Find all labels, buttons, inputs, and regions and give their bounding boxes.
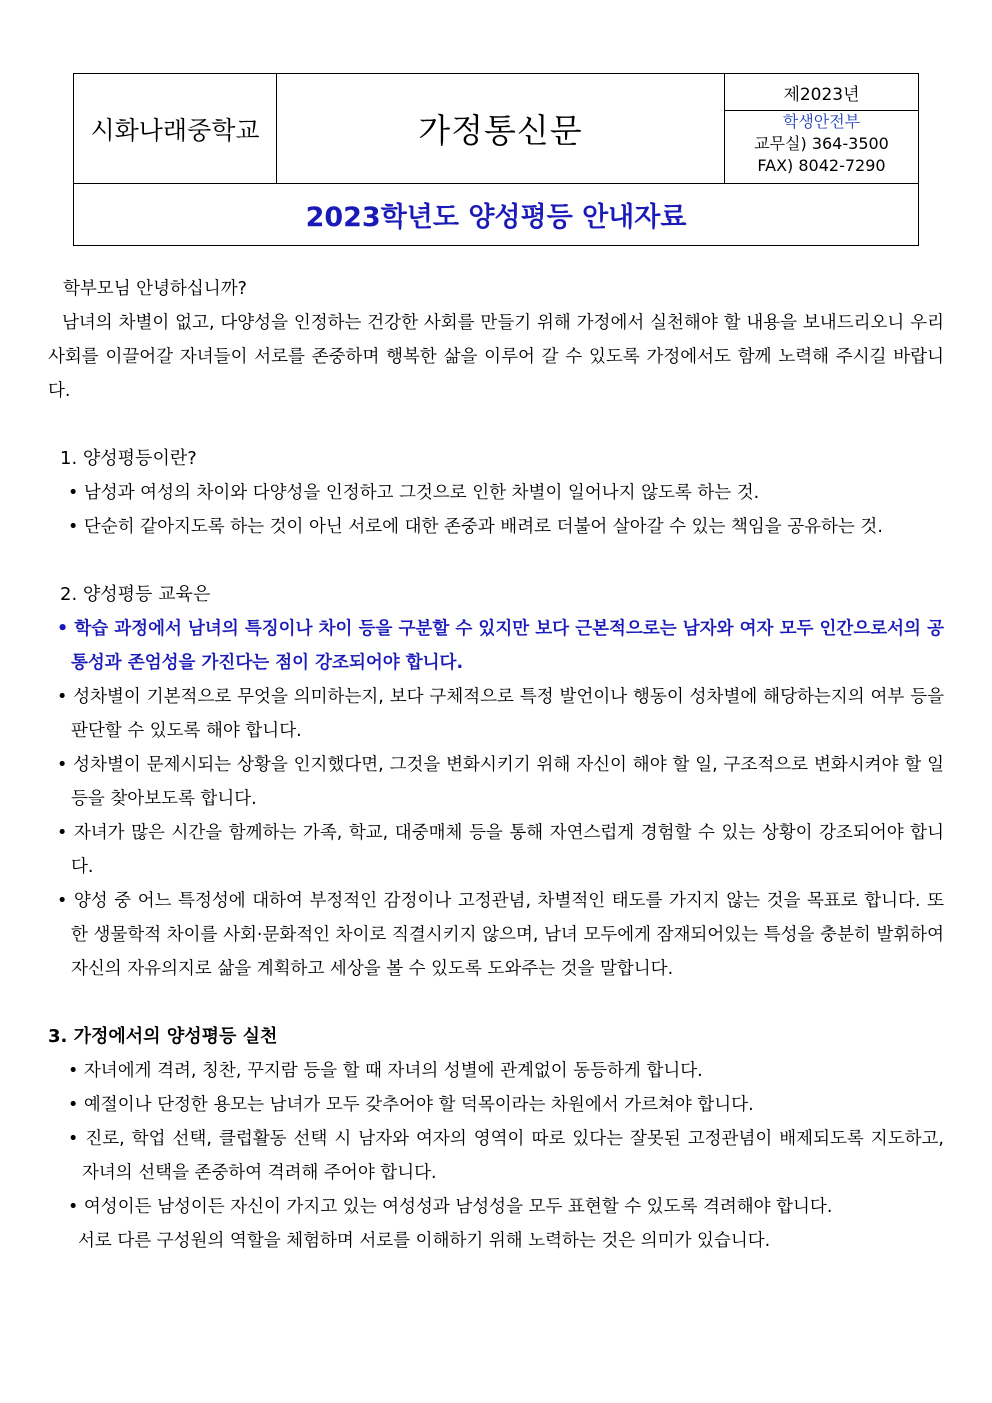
document-title: 2023학년도 양성평등 안내자료 (74, 183, 918, 245)
section-1-title: 1. 양성평등이란? (60, 448, 197, 469)
section-2-item: • 자녀가 많은 시간을 함께하는 가족, 학교, 대중매체 등을 통해 자연스럽게 경험할 수 있는 상황이 강조되어야 합니다. (57, 823, 944, 877)
section-2-item-highlight: • 학습 과정에서 남녀의 특징이나 차이 등을 구분할 수 있지만 보다 근본적으로는 남자와 여자 모두 인간으로서의 공통성과 존엄성을 가진다는 점이 강조되어야 합니다. (57, 619, 944, 673)
newsletter-label: 가정통신문 (277, 74, 725, 183)
intro-paragraph: 남녀의 차별이 없고, 다양성을 인정하는 건강한 사회를 만들기 위해 가정에서 실천해야 할 내용을 보내드리오니 우리 사회를 이끌어갈 자녀들이 서로를 존중하며 행복한 삶을 이루어 갈 수 있도록 가정에서도 함께 노력해 주시길 바랍니다. (48, 313, 944, 401)
section-1-item: • 단순히 같아지도록 하는 것이 아닌 서로에 대한 존중과 배려로 더불어 살아갈 수 있는 책임을 공유하는 것. (68, 517, 883, 537)
phone-number: 교무실) 364-3500 (754, 134, 889, 153)
header-table (73, 73, 919, 246)
section-1-item: • 남성과 여성의 차이와 다양성을 인정하고 그것으로 인한 차별이 일어나지 않도록 하는 것. (68, 483, 760, 503)
section-2-title: 2. 양성평등 교육은 (60, 584, 211, 605)
section-2-item: • 성차별이 기본적으로 무엇을 의미하는지, 보다 구체적으로 특정 발언이나 행동이 성차별에 해당하는지의 여부 등을 판단할 수 있도록 해야 합니다. (57, 687, 944, 741)
issue-number: 제2023년 (725, 74, 918, 111)
section-3-item: • 진로, 학업 선택, 클럽활동 선택 시 남자와 여자의 영역이 따로 있다는 잘못된 고정관념이 배제되도록 지도하고, 자녀의 선택을 존중하여 격려해 주어야 합니다. (68, 1129, 944, 1183)
department: 학생안전부 (782, 112, 861, 131)
fax-number: FAX) 8042-7290 (757, 156, 886, 175)
section-2-item: • 양성 중 어느 특정성에 대하여 부정적인 감정이나 고정관념, 차별적인 태도를 가지지 않는 것을 목표로 합니다. 또한 생물학적 차이를 사회·문화적인 차이로 직결시키지 않으며, 남녀 모두에게 잠재되어있는 특성을 충분히 발휘하여 자신의 자유의지로 삶을 계획하고 세상을 볼 수 있도록 도와주는 것을 말합니다. (57, 891, 944, 979)
letter-body (48, 272, 944, 1258)
section-3-title: 3. 가정에서의 양성평등 실천 (48, 1026, 278, 1047)
school-name: 시화나래중학교 (74, 74, 277, 183)
section-3-item: • 여성이든 남성이든 자신이 가지고 있는 여성성과 남성성을 모두 표현할 수 있도록 격려해야 합니다. (68, 1197, 833, 1217)
section-2-item: • 성차별이 문제시되는 상황을 인지했다면, 그것을 변화시키기 위해 자신이 해야 할 일, 구조적으로 변화시켜야 할 일 등을 찾아보도록 합니다. (57, 755, 944, 809)
contact-info (725, 111, 918, 183)
closing-statement: 서로 다른 구성원의 역할을 체험하며 서로를 이해하기 위해 노력하는 것은 의미가 있습니다. (78, 1231, 771, 1251)
section-3-item: • 자녀에게 격려, 칭찬, 꾸지람 등을 할 때 자녀의 성별에 관계없이 동등하게 합니다. (68, 1061, 703, 1081)
greeting: 학부모님 안녕하십니까? (63, 279, 247, 299)
section-3-item: • 예절이나 단정한 용모는 남녀가 모두 갖추어야 할 덕목이라는 차원에서 가르쳐야 합니다. (68, 1095, 754, 1115)
